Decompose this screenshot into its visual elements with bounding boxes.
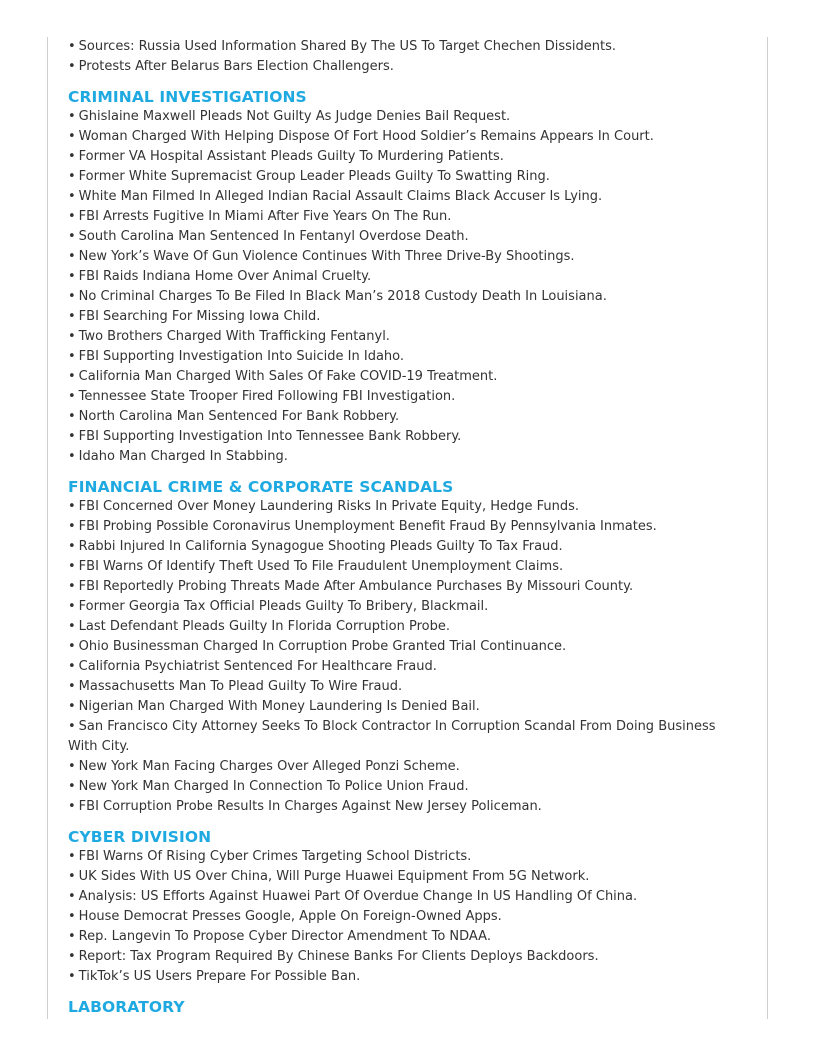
- list-item[interactable]: [68, 207, 740, 227]
- bullet-icon: •: [68, 189, 76, 204]
- list-item-text: Report: Tax Program Required By Chinese Banks For Clients Deploys Backdoors.: [78, 949, 599, 964]
- list-item[interactable]: [68, 307, 740, 327]
- list-item[interactable]: [68, 287, 740, 307]
- list-item-text: New York Man Facing Charges Over Alleged Ponzi Scheme.: [78, 759, 460, 774]
- list-item-text: Protests After Belarus Bars Election Challengers.: [78, 59, 394, 74]
- bullet-icon: •: [68, 639, 76, 654]
- bullet-icon: •: [68, 619, 76, 634]
- bullet-icon: •: [68, 759, 76, 774]
- list-item[interactable]: [68, 147, 740, 167]
- bullet-icon: •: [68, 699, 76, 714]
- bullet-icon: •: [68, 579, 76, 594]
- list-item-text: White Man Filmed In Alleged Indian Racial Assault Claims Black Accuser Is Lying.: [78, 189, 603, 204]
- list-item-text: Former Georgia Tax Official Pleads Guilty To Bribery, Blackmail.: [78, 599, 489, 614]
- list-item[interactable]: [68, 907, 740, 927]
- bullet-icon: •: [68, 209, 76, 224]
- bullet-icon: •: [68, 719, 76, 734]
- list-item[interactable]: [68, 327, 740, 347]
- list-item-text: Ohio Businessman Charged In Corruption Probe Granted Trial Continuance.: [78, 639, 567, 654]
- news-digest-content: [68, 37, 740, 1017]
- list-item[interactable]: [68, 947, 740, 967]
- list-item[interactable]: [68, 387, 740, 407]
- section-cyber-division: [68, 827, 740, 987]
- bullet-icon: •: [68, 799, 76, 814]
- bullet-icon: •: [68, 169, 76, 184]
- list-item-text: Rabbi Injured In California Synagogue Shooting Pleads Guilty To Tax Fraud.: [78, 539, 563, 554]
- top-item-list: [68, 37, 740, 77]
- bullet-icon: •: [68, 249, 76, 264]
- bullet-icon: •: [68, 679, 76, 694]
- list-item[interactable]: [68, 777, 740, 797]
- bullet-icon: •: [68, 149, 76, 164]
- list-item-text: FBI Supporting Investigation Into Suicide In Idaho.: [78, 349, 405, 364]
- bullet-icon: •: [68, 39, 76, 54]
- section-heading: LABORATORY: [68, 998, 185, 1016]
- list-item[interactable]: [68, 367, 740, 387]
- bullet-icon: •: [68, 389, 76, 404]
- section-criminal-investigations: [68, 87, 740, 467]
- bullet-icon: •: [68, 369, 76, 384]
- bullet-icon: •: [68, 869, 76, 884]
- list-item[interactable]: [68, 537, 740, 557]
- list-item-text: House Democrat Presses Google, Apple On Foreign-Owned Apps.: [78, 909, 502, 924]
- list-item-text: Former White Supremacist Group Leader Pleads Guilty To Swatting Ring.: [78, 169, 550, 184]
- bullet-icon: •: [68, 109, 76, 124]
- bullet-icon: •: [68, 519, 76, 534]
- list-item-text: FBI Probing Possible Coronavirus Unemployment Benefit Fraud By Pennsylvania Inmates.: [78, 519, 657, 534]
- bullet-icon: •: [68, 779, 76, 794]
- list-item[interactable]: [68, 557, 740, 577]
- section-heading: CYBER DIVISION: [68, 828, 212, 846]
- bullet-icon: •: [68, 849, 76, 864]
- list-item[interactable]: [68, 887, 740, 907]
- list-item-text: Ghislaine Maxwell Pleads Not Guilty As Judge Denies Bail Request.: [78, 109, 511, 124]
- list-item[interactable]: [68, 37, 740, 57]
- list-item-text: North Carolina Man Sentenced For Bank Robbery.: [78, 409, 400, 424]
- bullet-icon: •: [68, 929, 76, 944]
- list-item-text: California Man Charged With Sales Of Fake COVID-19 Treatment.: [78, 369, 498, 384]
- list-item[interactable]: [68, 637, 740, 657]
- bullet-icon: •: [68, 129, 76, 144]
- list-item[interactable]: [68, 967, 740, 987]
- bullet-icon: •: [68, 599, 76, 614]
- list-item[interactable]: [68, 697, 740, 717]
- list-item[interactable]: [68, 797, 740, 817]
- list-item-text: Analysis: US Efforts Against Huawei Part Of Overdue Change In US Handling Of China.: [78, 889, 638, 904]
- list-item-text: Rep. Langevin To Propose Cyber Director Amendment To NDAA.: [78, 929, 491, 944]
- list-item-text: UK Sides With US Over China, Will Purge Huawei Equipment From 5G Network.: [78, 869, 590, 884]
- list-item-text: TikTok’s US Users Prepare For Possible Ban.: [78, 969, 361, 984]
- bullet-icon: •: [68, 289, 76, 304]
- list-item-text: FBI Concerned Over Money Laundering Risks In Private Equity, Hedge Funds.: [78, 499, 580, 514]
- list-item[interactable]: [68, 497, 740, 517]
- list-item-text: California Psychiatrist Sentenced For Healthcare Fraud.: [78, 659, 437, 674]
- list-item-text: New York Man Charged In Connection To Police Union Fraud.: [78, 779, 469, 794]
- list-item-text: FBI Corruption Probe Results In Charges Against New Jersey Policeman.: [78, 799, 542, 814]
- list-item-text: Idaho Man Charged In Stabbing.: [78, 449, 288, 464]
- list-item[interactable]: [68, 57, 740, 77]
- list-item-text: San Francisco City Attorney Seeks To Block Contractor In Corruption Scandal From Doing Business With City.: [68, 719, 716, 754]
- list-item[interactable]: [68, 717, 740, 757]
- bullet-icon: •: [68, 449, 76, 464]
- list-item-text: Woman Charged With Helping Dispose Of Fort Hood Soldier’s Remains Appears In Court.: [78, 129, 654, 144]
- list-item-text: FBI Reportedly Probing Threats Made After Ambulance Purchases By Missouri County.: [78, 579, 634, 594]
- list-item[interactable]: [68, 427, 740, 447]
- bullet-icon: •: [68, 659, 76, 674]
- bullet-icon: •: [68, 909, 76, 924]
- list-item[interactable]: [68, 187, 740, 207]
- bullet-icon: •: [68, 309, 76, 324]
- bullet-icon: •: [68, 889, 76, 904]
- section-laboratory: [68, 997, 740, 1017]
- list-item-text: South Carolina Man Sentenced In Fentanyl Overdose Death.: [78, 229, 469, 244]
- list-item-text: FBI Arrests Fugitive In Miami After Five Years On The Run.: [78, 209, 452, 224]
- bullet-icon: •: [68, 229, 76, 244]
- list-item-text: FBI Raids Indiana Home Over Animal Cruelty.: [78, 269, 372, 284]
- bullet-icon: •: [68, 499, 76, 514]
- bullet-icon: •: [68, 969, 76, 984]
- list-item[interactable]: [68, 447, 740, 467]
- list-item[interactable]: [68, 247, 740, 267]
- list-item-text: Former VA Hospital Assistant Pleads Guilty To Murdering Patients.: [78, 149, 504, 164]
- bullet-icon: •: [68, 269, 76, 284]
- list-item-text: Massachusetts Man To Plead Guilty To Wire Fraud.: [78, 679, 403, 694]
- list-item[interactable]: [68, 107, 740, 127]
- list-item-text: New York’s Wave Of Gun Violence Continues With Three Drive-By Shootings.: [78, 249, 575, 264]
- section-heading: CRIMINAL INVESTIGATIONS: [68, 88, 307, 106]
- bullet-icon: •: [68, 429, 76, 444]
- list-item[interactable]: [68, 757, 740, 777]
- list-item-text: FBI Supporting Investigation Into Tennessee Bank Robbery.: [78, 429, 462, 444]
- list-item-text: Tennessee State Trooper Fired Following FBI Investigation.: [78, 389, 456, 404]
- list-item[interactable]: [68, 867, 740, 887]
- list-item-text: Last Defendant Pleads Guilty In Florida Corruption Probe.: [78, 619, 451, 634]
- list-item[interactable]: [68, 617, 740, 637]
- list-item[interactable]: [68, 407, 740, 427]
- list-item[interactable]: [68, 267, 740, 287]
- list-item[interactable]: [68, 167, 740, 187]
- section-financial-crime-corporate-scandals: [68, 477, 740, 817]
- list-item-text: No Criminal Charges To Be Filed In Black Man’s 2018 Custody Death In Louisiana.: [78, 289, 607, 304]
- list-item[interactable]: [68, 927, 740, 947]
- bullet-icon: •: [68, 59, 76, 74]
- section-list: [68, 87, 740, 1017]
- list-item[interactable]: [68, 347, 740, 367]
- section-heading: FINANCIAL CRIME & CORPORATE SCANDALS: [68, 478, 454, 496]
- list-item[interactable]: [68, 597, 740, 617]
- list-item[interactable]: [68, 227, 740, 247]
- bullet-icon: •: [68, 409, 76, 424]
- list-item-text: FBI Warns Of Rising Cyber Crimes Targeting School Districts.: [78, 849, 472, 864]
- list-item-text: Nigerian Man Charged With Money Laundering Is Denied Bail.: [78, 699, 480, 714]
- list-item[interactable]: [68, 517, 740, 537]
- bullet-icon: •: [68, 539, 76, 554]
- bullet-icon: •: [68, 329, 76, 344]
- list-item[interactable]: [68, 657, 740, 677]
- list-item[interactable]: [68, 677, 740, 697]
- list-item-text: FBI Warns Of Identify Theft Used To File Fraudulent Unemployment Claims.: [78, 559, 564, 574]
- bullet-icon: •: [68, 559, 76, 574]
- list-item[interactable]: [68, 847, 740, 867]
- bullet-icon: •: [68, 949, 76, 964]
- list-item[interactable]: [68, 577, 740, 597]
- bullet-icon: •: [68, 349, 76, 364]
- list-item[interactable]: [68, 127, 740, 147]
- list-item-text: Sources: Russia Used Information Shared By The US To Target Chechen Dissidents.: [78, 39, 616, 54]
- list-item-text: Two Brothers Charged With Trafficking Fentanyl.: [78, 329, 390, 344]
- list-item-text: FBI Searching For Missing Iowa Child.: [78, 309, 321, 324]
